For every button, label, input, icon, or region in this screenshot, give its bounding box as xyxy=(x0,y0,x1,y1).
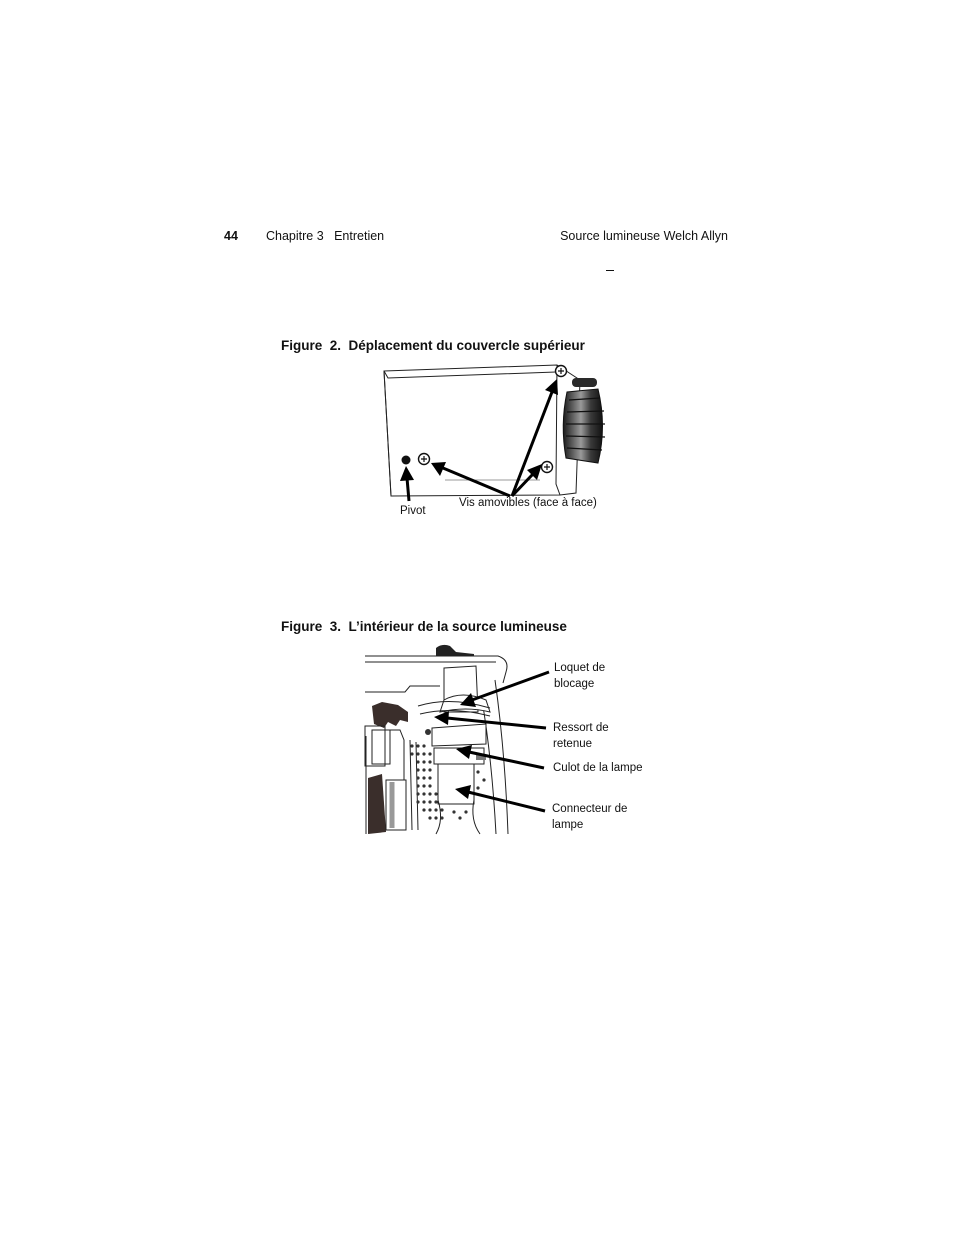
capacitor xyxy=(368,774,386,834)
left-component xyxy=(372,702,408,728)
label-pivot: Pivot xyxy=(400,505,426,517)
chapter-title: Chapitre 3 Entretien xyxy=(266,229,385,243)
label-lamp-base: Culot de la lampe xyxy=(553,762,643,774)
label-spring xyxy=(553,720,609,752)
label-spring-line-2: retenue xyxy=(553,738,593,750)
label-connector-line-2: lampe xyxy=(552,819,584,831)
label-latch xyxy=(554,660,605,692)
page-number: 44 xyxy=(224,229,238,243)
figure-2-caption: Figure 2. Déplacement du couvercle supérieur xyxy=(281,338,585,353)
label-lamp-connector xyxy=(552,801,627,833)
top-cap xyxy=(436,645,474,656)
label-removable-screws: Vis amovibles (face à face) xyxy=(459,497,597,509)
label-connector-line-1: Connecteur de xyxy=(552,803,628,815)
label-latch-line-2: blocage xyxy=(554,678,595,690)
lamp-assembly xyxy=(418,666,490,834)
label-spring-line-1: Ressort de xyxy=(553,722,609,734)
label-latch-line-1: Loquet de xyxy=(554,662,606,674)
figure-3-caption: Figure 3. L’intérieur de la source lumineuse xyxy=(281,619,567,634)
book-title: Source lumineuse Welch Allyn xyxy=(560,229,728,243)
